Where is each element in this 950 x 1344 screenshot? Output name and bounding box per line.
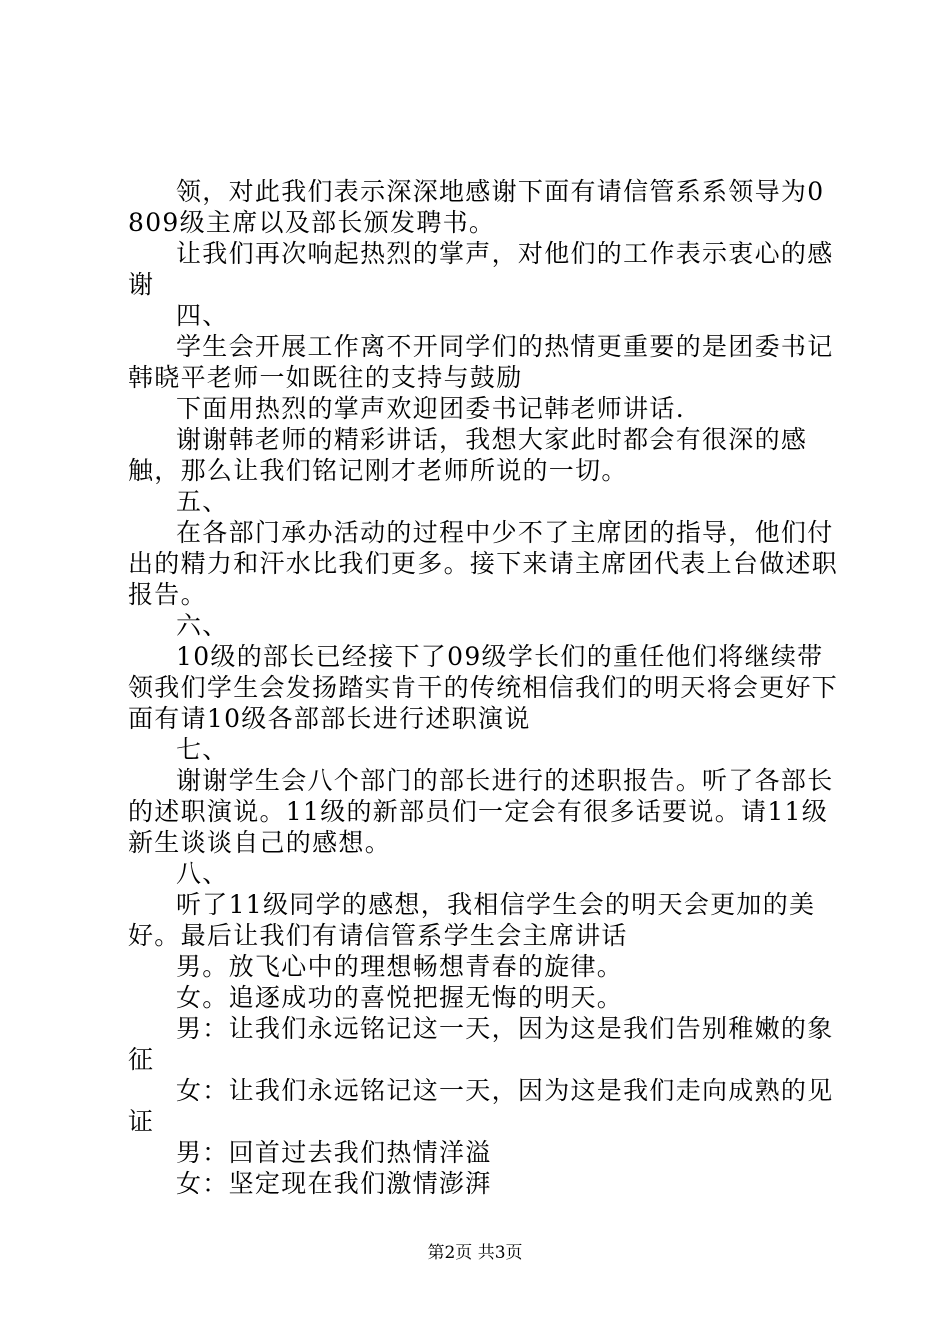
paragraph: 谢谢韩老师的精彩讲话，我想大家此时都会有很深的感触，那么让我们铭记刚才老师所说的一切。	[128, 425, 808, 485]
paragraph: 谢谢学生会八个部门的部长进行的述职报告。听了各部长的述职演说。11级的新部员们一定会有很多话要说。请11级新生谈谈自己的感想。	[128, 766, 834, 857]
dialogue-line: 女。追逐成功的喜悦把握无悔的明天。	[176, 983, 624, 1012]
paragraph: 10级的部长已经接下了09级学长们的重任他们将继续带领我们学生会发扬踏实肯干的传统相信我们的明天将会更好下面有请10级各部部长进行述职演说	[128, 642, 839, 733]
page-number: 第2页 共3页	[427, 1243, 523, 1263]
section-number: 五、	[176, 487, 229, 516]
paragraph: 下面用热烈的掌声欢迎团委书记韩老师讲话.	[176, 394, 685, 423]
document-body	[128, 176, 840, 1199]
paragraph: 在各部门承办活动的过程中少不了主席团的指导，他们付出的精力和汗水比我们更多。接下来请主席团代表上台做述职报告。	[128, 518, 839, 609]
section-number: 七、	[176, 735, 229, 764]
dialogue-line: 男：回首过去我们热情洋溢	[176, 1138, 492, 1167]
section-number: 八、	[176, 859, 229, 888]
dialogue-line: 女：让我们永远铭记这一天，因为这是我们走向成熟的见证	[128, 1076, 834, 1136]
dialogue-line: 女：坚定现在我们激情澎湃	[176, 1169, 492, 1198]
paragraph: 让我们再次响起热烈的掌声，对他们的工作表示衷心的感谢	[128, 239, 834, 299]
page-footer	[0, 1242, 950, 1264]
section-number: 四、	[176, 301, 229, 330]
paragraph: 领，对此我们表示深深地感谢下面有请信管系系领导为0809级主席以及部长颁发聘书。	[128, 177, 825, 237]
dialogue-line: 男：让我们永远铭记这一天，因为这是我们告别稚嫩的象征	[128, 1014, 834, 1074]
section-number: 六、	[176, 611, 229, 640]
paragraph: 听了11级同学的感想，我相信学生会的明天会更加的美好。最后让我们有请信管系学生会主席讲话	[128, 890, 816, 950]
paragraph: 学生会开展工作离不开同学们的热情更重要的是团委书记韩晓平老师一如既往的支持与鼓励	[128, 332, 834, 392]
dialogue-line: 男。放飞心中的理想畅想青春的旋律。	[176, 952, 624, 981]
